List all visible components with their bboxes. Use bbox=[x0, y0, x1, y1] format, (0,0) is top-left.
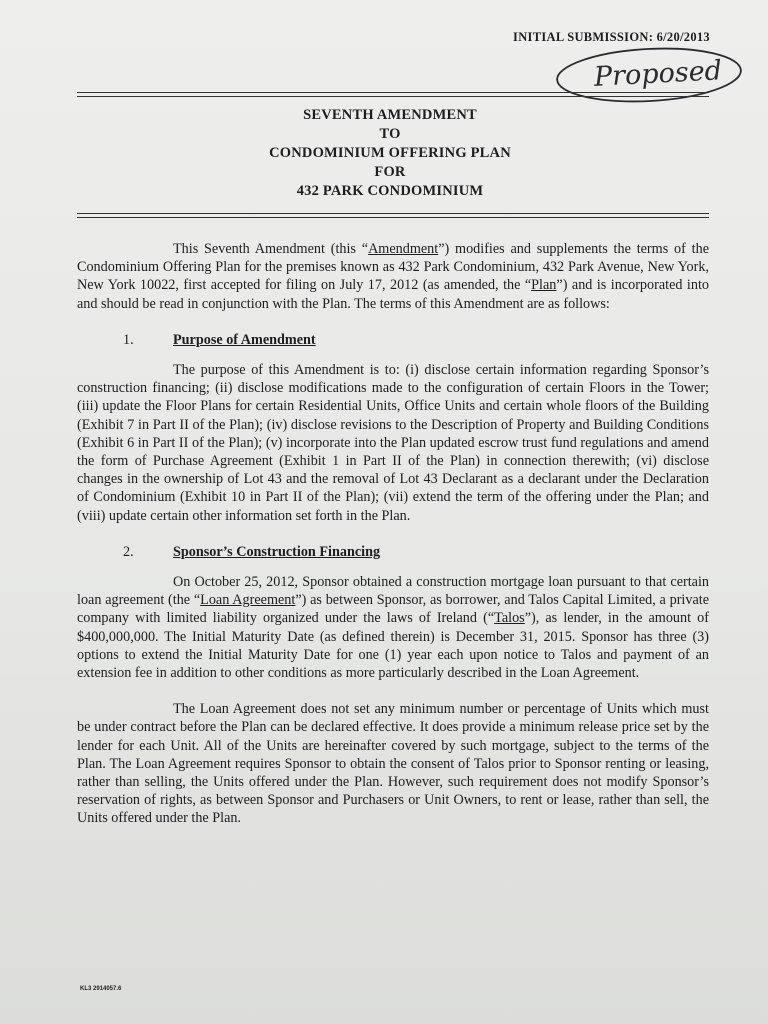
section-2-heading bbox=[77, 543, 709, 561]
title-rule-bottom-thin bbox=[77, 217, 709, 218]
initial-submission-label: INITIAL SUBMISSION: 6/20/2013 bbox=[513, 30, 710, 44]
section-1-number: 1. bbox=[123, 331, 134, 348]
section-2-number: 2. bbox=[123, 543, 134, 560]
defined-term-talos: Talos bbox=[494, 610, 525, 627]
section-1-title: Purpose of Amendment bbox=[173, 331, 316, 348]
document-title bbox=[0, 106, 768, 201]
defined-term-plan: Plan bbox=[531, 277, 557, 294]
title-rule-bottom bbox=[77, 213, 709, 214]
title-line-2: TO bbox=[379, 126, 401, 142]
title-line-1: SEVENTH AMENDMENT bbox=[303, 107, 477, 123]
title-rule-top bbox=[77, 92, 709, 93]
title-line-5: 432 PARK CONDOMINIUM bbox=[296, 183, 484, 199]
proposed-stamp-text: Proposed bbox=[593, 55, 723, 93]
defined-term-amendment: Amendment bbox=[368, 241, 439, 257]
title-rule-top-thin bbox=[77, 96, 709, 97]
footer-doc-id: KL3 2914057.6 bbox=[80, 986, 122, 992]
title-line-4: FOR bbox=[374, 164, 406, 180]
section-1-paragraph: The purpose of this Amendment is to: (i) disclose certain information regarding Sponsor’s construction financing; (ii) disclose modifications made to the configuration of certain Floors in the Tower; (iii) update the Floor Plans for certain Residential Units, Office Units and certain whole floors of the Building (Exhibit 7 in Part II of the Plan); (iv) disclose revisions to the Description of Property and Building Conditions (Exhibit 6 in Part II of the Plan); (v) incorporate into the Plan updated escrow trust fund regulations and amend the form of Purchase Agreement (Exhibit 1 in Part II of the Plan) in connection therewith; (vi) disclose changes in the ownership of Lot 43 and the removal of Lot 43 Declarant as a declarant under the Declaration of Condominium (Exhibit 10 in Part II of the Plan); (vii) extend the term of the offering under the Plan; and (viii) update certain other information set forth in the Plan. bbox=[77, 362, 709, 524]
intro-paragraph: This Seventh Amendment (this “Amendment”) modifies and supplements the terms of the Condominium Offering Plan for the premises known as 432 Park Condominium, 432 Park Avenue, New York, New York 10022, first accepted for filing on July 17, 2012 (as amended, the “Plan”) and is incorporated into and should be read in conjunction with the Plan. The terms of this Amendment are as follows: bbox=[77, 241, 710, 312]
section-2-paragraph-2: The Loan Agreement does not set any minimum number or percentage of Units which must be under contract before the Plan can be declared effective. It does provide a minimum release price set by the lender for each Unit. All of the Units are hereinafter covered by such mortgage, subject to the terms of the Plan. The Loan Agreement requires Sponsor to obtain the consent of Talos prior to Sponsor renting or leasing, rather than selling, the Units offered under the Plan. However, such requirement does not modify Sponsor’s reservation of rights, as between Sponsor and Purchasers or Unit Owners, to rent or lease, rather than sell, the Units offered under the Plan. bbox=[77, 701, 709, 827]
title-line-3: CONDOMINIUM OFFERING PLAN bbox=[269, 145, 511, 161]
document-body bbox=[77, 240, 709, 846]
section-1-heading bbox=[77, 331, 709, 349]
section-2-paragraph-1: On October 25, 2012, Sponsor obtained a construction mortgage loan pursuant to that certain loan agreement (the “Loan Agreement”) as between Sponsor, as borrower, and Talos Capital Limited, a private company with limited liability organized under the laws of Ireland (“Talos”), as lender, in the amount of $400,000,000. The Initial Maturity Date (as defined therein) is December 31, 2015. Sponsor has three (3) options to extend the Initial Maturity Date for one (1) year each upon notice to Talos and payment of an extension fee in addition to other conditions as more particularly described in the Loan Agreement. bbox=[77, 574, 710, 682]
section-2-title: Sponsor’s Construction Financing bbox=[173, 543, 381, 560]
defined-term-loan-agreement: Loan Agreement bbox=[200, 592, 296, 609]
